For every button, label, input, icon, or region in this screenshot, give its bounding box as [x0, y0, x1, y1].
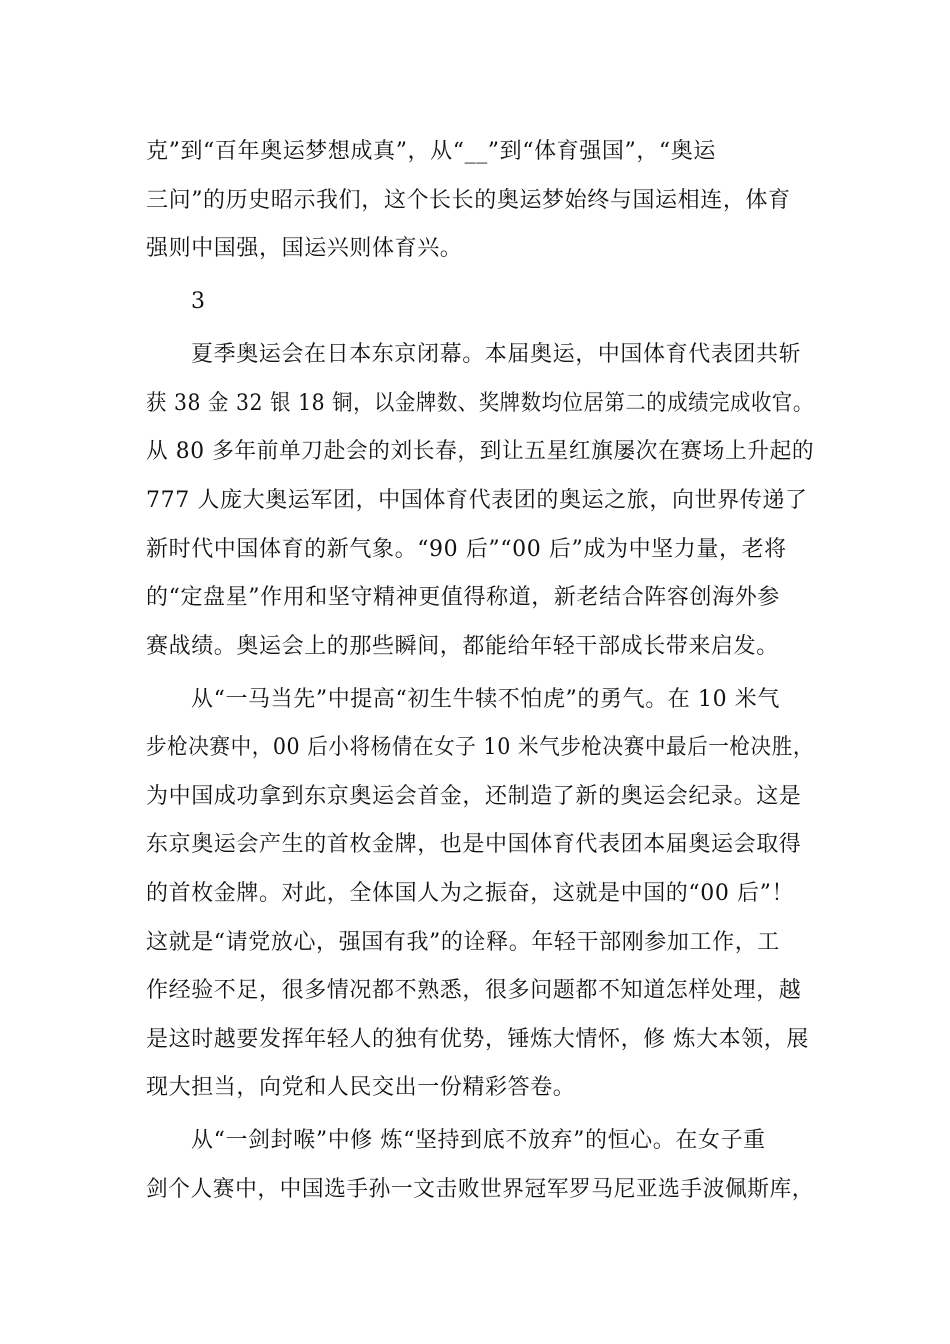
- paragraph-start-line: 夏季奥运会在日本东京闭幕。本届奥运，中国体育代表团共斩: [191, 342, 802, 367]
- text-line: 777 人庞大奥运军团，中国体育代表团的奥运之旅，向世界传递了: [146, 488, 808, 513]
- text-line: 获 38 金 32 银 18 铜，以金牌数、奖牌数均位居第二的成绩完成收官。: [146, 391, 814, 416]
- text-line: 剑个人赛中，中国选手孙一文击败世界冠军罗马尼亚选手波佩斯库，: [146, 1177, 815, 1202]
- text-line: 强则中国强，国运兴则体育兴。: [146, 236, 463, 261]
- text-line: 现大担当，向党和人民交出一份精彩答卷。: [146, 1075, 576, 1100]
- text-line: 步枪决赛中，00 后小将杨倩在女子 10 米气步枪决赛中最后一枪决胜，: [146, 735, 815, 760]
- paragraph-start-line: 从“一马当先”中提高“初生牛犊不怕虎”的勇气。在 10 米气: [191, 687, 780, 712]
- text-line: 从 80 多年前单刀赴会的刘长春，到让五星红旗屡次在赛场上升起的: [146, 439, 815, 464]
- text-line: 作经验不足，很多情况都不熟悉，很多问题都不知道怎样处理，越: [146, 978, 802, 1003]
- text-line: 是这时越要发挥年轻人的独有优势，锤炼大情怀，修 炼大本领，展: [146, 1027, 809, 1052]
- paragraph-start-line: 从“一剑封喉”中修 炼“坚持到底不放弃”的恒心。在女子重: [191, 1128, 766, 1153]
- text-line: 赛战绩。奥运会上的那些瞬间，都能给年轻干部成长带来启发。: [146, 634, 779, 659]
- text-line: 这就是“请党放心，强国有我”的诠释。年轻干部刚参加工作，工: [146, 930, 780, 955]
- text-line: 的首枚金牌。对此，全体国人为之振奋，这就是中国的“00 后”！: [146, 881, 795, 906]
- section-number: 3: [191, 289, 206, 314]
- text-line: 为中国成功拿到东京奥运会首金，还制造了新的奥运会纪录。这是: [146, 784, 802, 809]
- text-line: 东京奥运会产生的首枚金牌，也是中国体育代表团本届奥运会取得: [146, 832, 802, 857]
- text-line: 的“定盘星”作用和坚守精神更值得称道，新老结合阵容创海外参: [146, 585, 780, 610]
- text-line: 三问”的历史昭示我们，这个长长的奥运梦始终与国运相连，体育: [146, 188, 791, 213]
- text-line: 克”到“百年奥运梦想成真”，从“__”到“体育强国”，“奥运: [146, 139, 716, 164]
- text-line: 新时代中国体育的新气象。“90 后”“00 后”成为中坚力量，老将: [146, 537, 787, 562]
